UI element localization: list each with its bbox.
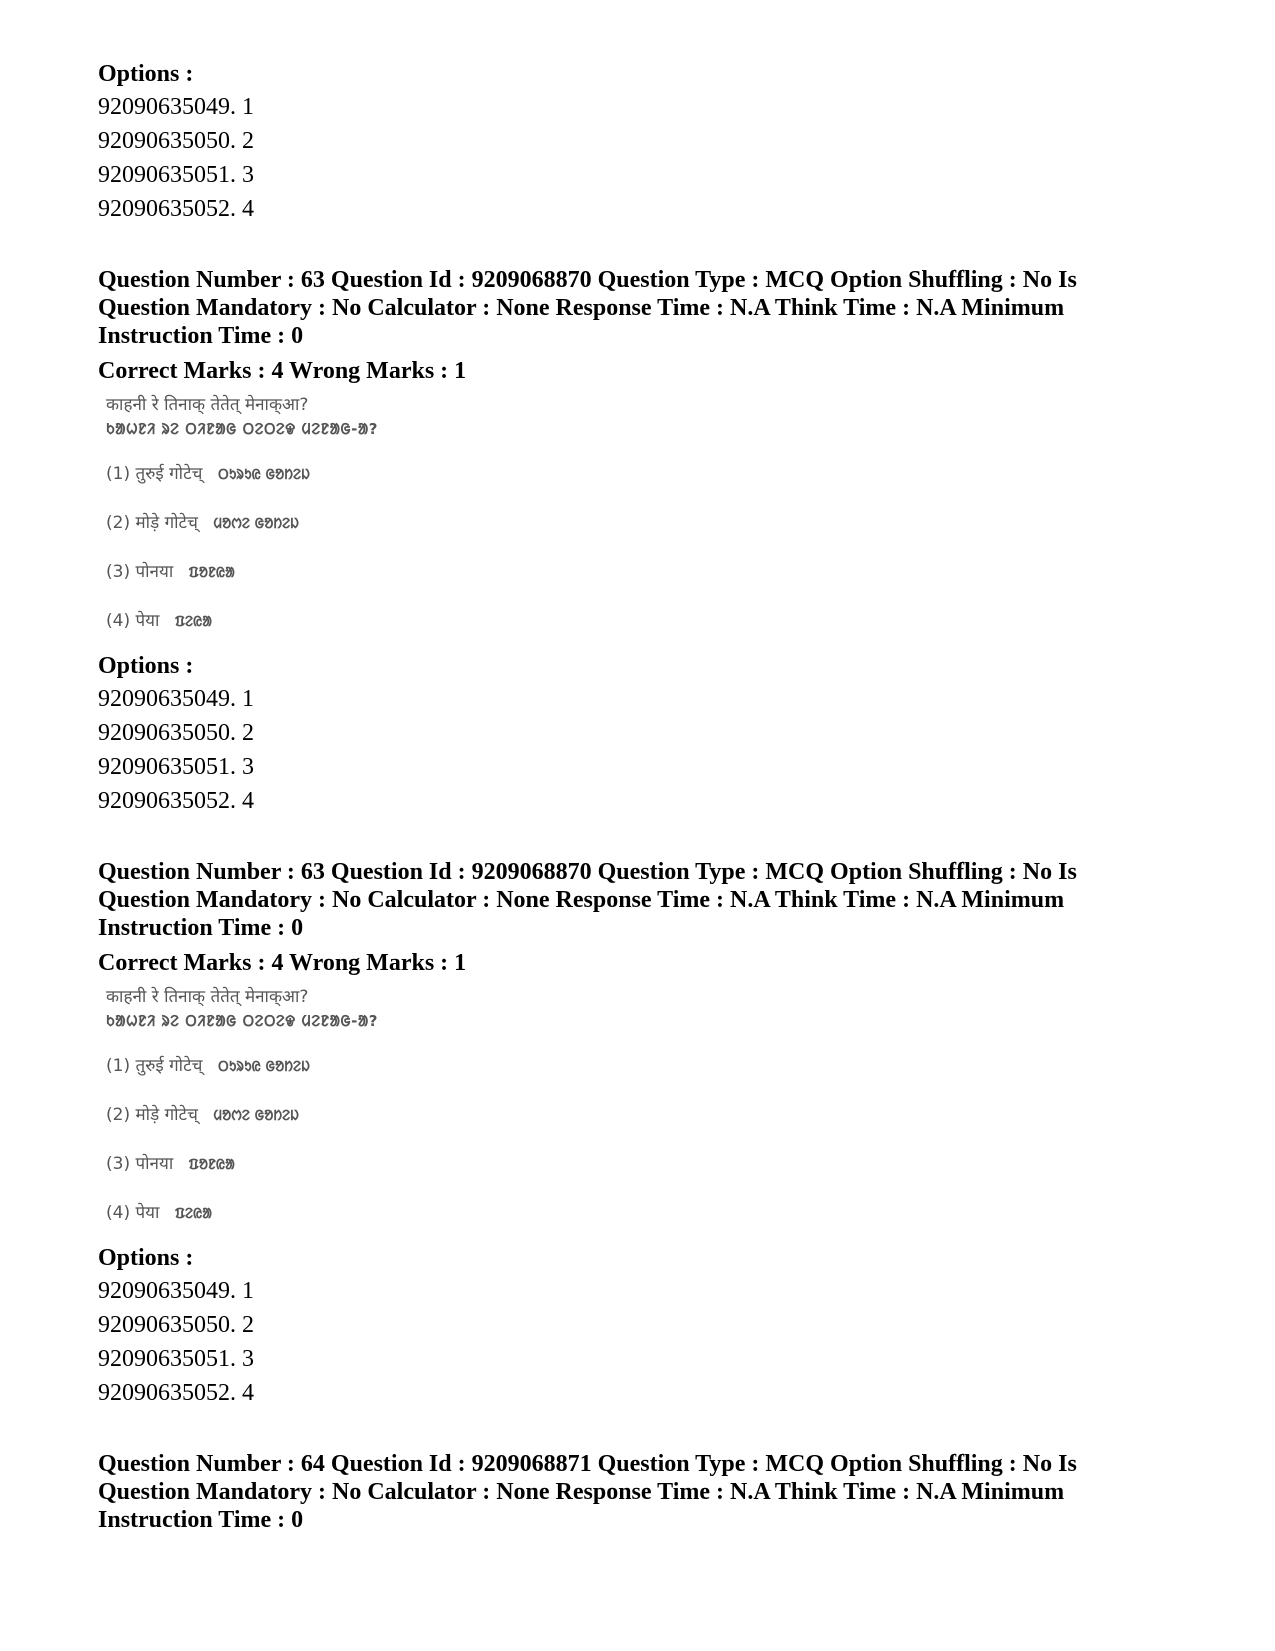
choice-script: ᱯᱚᱱᱭᱟ — [188, 565, 235, 581]
options-header: Options : — [98, 1245, 194, 1271]
option-line: 92090635051. 3 — [98, 1346, 254, 1372]
question-header-line: Instruction Time : 0 — [98, 323, 304, 349]
question-text-olchiki: ᱠᱟᱦᱱᱤ ᱨᱮ ᱛᱤᱱᱟᱜ ᱛᱮᱛᱮᱫ ᱢᱮᱱᱟᱜ-ᱟ? — [106, 1012, 378, 1030]
option-line: 92090635052. 4 — [98, 196, 254, 222]
option-line: 92090635049. 1 — [98, 1278, 254, 1304]
choice-number: (2) — [106, 513, 131, 533]
choice-text: तुरुई गोटेच् — [135, 464, 203, 484]
choice-text: मोड़े गोटेच् — [135, 1105, 198, 1125]
option-line: 92090635051. 3 — [98, 162, 254, 188]
choice-number: (3) — [106, 1154, 131, 1174]
choice-script: ᱯᱮᱭᱟ — [174, 614, 212, 630]
question-image — [106, 392, 1178, 646]
choice-item — [106, 1091, 1178, 1140]
question-block — [98, 266, 1178, 818]
choice-number: (4) — [106, 1203, 131, 1223]
choice-text: पोनया — [135, 562, 174, 582]
choice-script: ᱯᱚᱱᱭᱟ — [188, 1157, 235, 1173]
question-block — [98, 1450, 1178, 1534]
question-header-line: Instruction Time : 0 — [98, 915, 304, 941]
question-header-line: Instruction Time : 0 — [98, 1507, 304, 1533]
choice-number: (1) — [106, 1056, 131, 1076]
choice-number: (2) — [106, 1105, 131, 1125]
question-header-line: Question Mandatory : No Calculator : None Response Time : N.A Think Time : N.A Minimum — [98, 1479, 1065, 1505]
options-block — [98, 1242, 1178, 1410]
choice-text: पेया — [135, 611, 160, 631]
choice-text: पेया — [135, 1203, 160, 1223]
question-header-line: Question Number : 63 Question Id : 9209068870 Question Type : MCQ Option Shuffling : No Is — [98, 267, 1077, 293]
question-image — [106, 984, 1178, 1238]
choice-number: (1) — [106, 464, 131, 484]
choice-item — [106, 1140, 1178, 1189]
choice-script: ᱢᱚᱬᱮ ᱜᱚᱴᱮᱡ — [213, 516, 299, 532]
question-header-line: Question Number : 64 Question Id : 9209068871 Question Type : MCQ Option Shuffling : No Is — [98, 1451, 1077, 1477]
options-block — [98, 58, 1178, 226]
question-text-hindi: काहनी रे तिनाक् तेतेत् मेनाक्आ? — [106, 987, 309, 1007]
choice-script: ᱢᱚᱬᱮ ᱜᱚᱴᱮᱡ — [213, 1108, 299, 1124]
question-header-line: Question Mandatory : No Calculator : None Response Time : N.A Think Time : N.A Minimum — [98, 887, 1065, 913]
choice-number: (3) — [106, 562, 131, 582]
option-line: 92090635051. 3 — [98, 754, 254, 780]
choice-item — [106, 597, 1178, 646]
question-text-hindi: काहनी रे तिनाक् तेतेत् मेनाक्आ? — [106, 395, 309, 415]
option-line: 92090635050. 2 — [98, 1312, 254, 1338]
choice-text: पोनया — [135, 1154, 174, 1174]
options-block — [98, 650, 1178, 818]
document-page — [98, 58, 1178, 1534]
choice-script: ᱛᱩᱨᱩᱭ ᱜᱚᱴᱮᱡ — [217, 1059, 310, 1075]
question-text-olchiki: ᱠᱟᱦᱱᱤ ᱨᱮ ᱛᱤᱱᱟᱜ ᱛᱮᱛᱮᱫ ᱢᱮᱱᱟᱜ-ᱟ? — [106, 420, 378, 438]
choice-text: मोड़े गोटेच् — [135, 513, 198, 533]
question-block — [98, 858, 1178, 1410]
question-header — [98, 1450, 1178, 1534]
choice-item — [106, 450, 1178, 499]
choice-item — [106, 548, 1178, 597]
option-line: 92090635049. 1 — [98, 94, 254, 120]
question-header — [98, 266, 1178, 350]
question-header-line: Question Mandatory : No Calculator : None Response Time : N.A Think Time : N.A Minimum — [98, 295, 1065, 321]
choice-number: (4) — [106, 611, 131, 631]
option-line: 92090635050. 2 — [98, 720, 254, 746]
options-header: Options : — [98, 653, 194, 679]
choice-script: ᱛᱩᱨᱩᱭ ᱜᱚᱴᱮᱡ — [217, 467, 310, 483]
option-line: 92090635050. 2 — [98, 128, 254, 154]
marks-line: Correct Marks : 4 Wrong Marks : 1 — [98, 950, 467, 976]
option-line: 92090635052. 4 — [98, 788, 254, 814]
marks-line: Correct Marks : 4 Wrong Marks : 1 — [98, 358, 467, 384]
choice-text: तुरुई गोटेच् — [135, 1056, 203, 1076]
choice-script: ᱯᱮᱭᱟ — [174, 1206, 212, 1222]
option-line: 92090635049. 1 — [98, 686, 254, 712]
question-header-line: Question Number : 63 Question Id : 9209068870 Question Type : MCQ Option Shuffling : No Is — [98, 859, 1077, 885]
question-header — [98, 858, 1178, 942]
options-header: Options : — [98, 61, 194, 87]
choice-item — [106, 1042, 1178, 1091]
choice-item — [106, 1189, 1178, 1238]
choice-item — [106, 499, 1178, 548]
option-line: 92090635052. 4 — [98, 1380, 254, 1406]
